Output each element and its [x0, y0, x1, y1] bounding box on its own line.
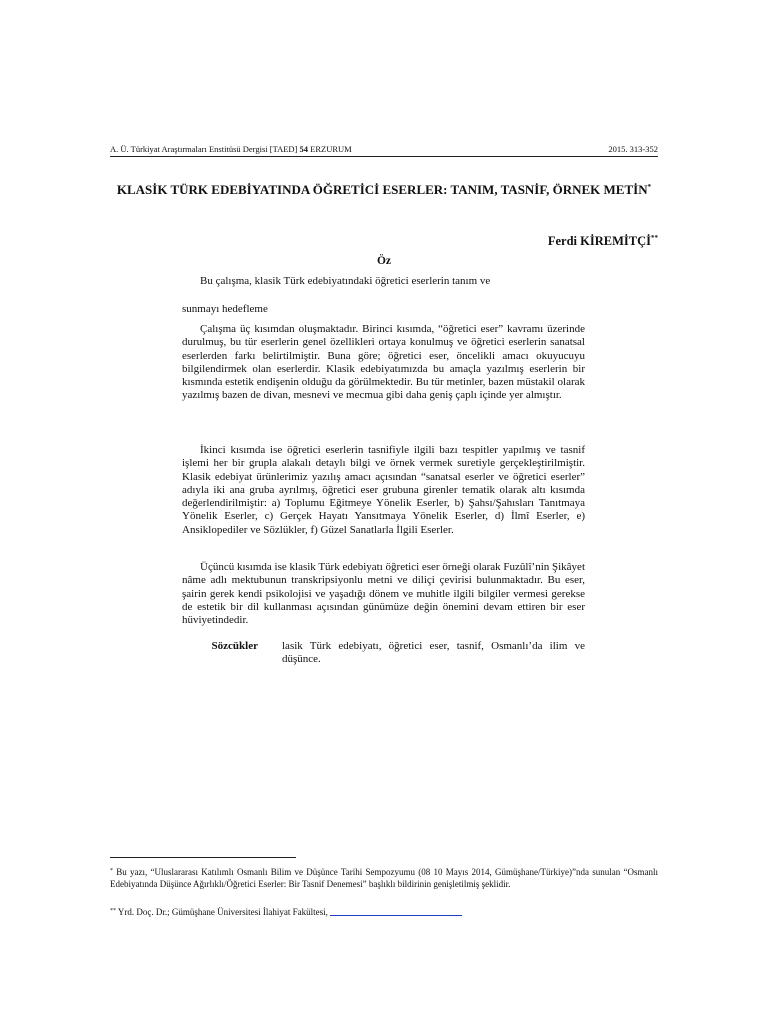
running-header [110, 144, 658, 157]
author-name: Ferdi KİREMİTÇİ [547, 234, 651, 248]
year-pages: 2015. 313-352 [608, 144, 658, 154]
abstract-paragraph-1-continued: sunmayı hedefleme [182, 303, 268, 315]
city: ERZURUM [310, 144, 352, 154]
footnote-divider [110, 857, 296, 858]
email-link[interactable] [330, 906, 462, 916]
abstract-paragraph-3: İkinci kısımda ise öğretici eserlerin tasnifiyle ilgili bazı tespitler yapılmış ve tasnif işlemi her bir grupla alakalı detaylı bilgi ve örnek vermek suretiyle gerçekleştirilmiştir. Klasik edebiyat ürünlerimiz yazılış amacı açısından “sanatsal eserler ve öğretici eserler” adıyla iki ana gruba ayrılmış, öğretici eser grubuna girenler tematik olarak altı kısımda değerlendirilmiştir: a) Toplumu Eğitmeye Yönelik Eserler, b) Şahsı/Şahısları Tanıtmaya Yönelik Eserler, c) Gerçek Hayatı Yansıtmaya Yönelik Eserler, d) İlmî Eserler, e) Ansiklopediler ve Sözlükler, f) Güzel Sanatlarla İlgili Eserler. [182, 444, 585, 536]
footnote-2-mark: ** [110, 908, 116, 914]
footnote-1 [110, 866, 658, 890]
issue-number: 54 [299, 144, 309, 154]
title-text: KLASİK TÜRK EDEBİYATINDA ÖĞRETİCİ ESERLER: TANIM, TASNİF, ÖRNEK METİN [116, 182, 648, 197]
journal-name: A. Ü. Türkiyat Araştırmaları Enstitüsü Dergisi [TAED] [110, 144, 298, 154]
footnote-1-text: Bu yazı, “Uluslararası Katılımlı Osmanlı Bilim ve Düşünce Tarihi Sempozyumu (08 10 Mayıs 2014, Gümüşhane/Türkiye)”nda sunulan “Osmanlı Edebiyatında Düşünce Ağırlıklı/Öğretici Eserler: Bir Tasnif Denemesi” başlıklı bildirinin genişletilmiş şeklidir. [110, 867, 659, 889]
abstract-paragraph-4: Üçüncü kısımda ise klasik Türk edebiyatı öğretici eser örneği olarak Fuzûlî’nin Şikâyet nâme adlı mektubunun transkripsiyonlu metni ve diliçi çevirisi bulunmaktadır. Bu eser, şairin gerek kendi psikolojisi ve yaşadığı dönem ve muhitle ilgili bilgiler vermesi gerekse de estetik bir dil kullanması açısından günümüze değin önemini devam ettiren bir eser hüviyetindedir. [182, 561, 585, 627]
title-footnote-mark: * [647, 183, 652, 191]
footnote-2-text: Yrd. Doç. Dr.; Gümüşhane Üniversitesi İlahiyat Fakültesi, [117, 907, 328, 917]
footnote-2 [110, 906, 658, 919]
abstract-paragraph-2: Çalışma üç kısımdan oluşmaktadır. Birinci kısımda, “öğretici eser” kavramı üzerinde durulmuş, bu tür eserlerin genel özellikleri ortaya konulmuş ve öğretici eserlerin sanatsal eserlerden farkı belirtilmiştir. Buna göre; öğretici eser, öncelikli amacı okuyucuyu bilgilendirmek olan eserlerdir. Klasik edebiyatımızda bu amaçla yazılmış eserlerin bir kısmında estetik endişenin olduğu da görülmektedir. Bu tür metinler, bazen müstakil olarak yazılmış bazen de divan, mesnevi ve mecmua gibi daha geniş çaplı içinde yer almıştır. [182, 323, 585, 402]
author-footnote-mark: ** [651, 234, 658, 242]
header-left [110, 144, 352, 155]
abstract-heading: Öz [376, 255, 392, 267]
article-title [110, 176, 658, 201]
keywords-text: lasik Türk edebiyatı, öğretici eser, tasnif, Osmanlı’da ilim ve düşünce. [282, 640, 585, 666]
keywords-label: Sözcükler [211, 640, 258, 652]
keywords [182, 640, 585, 667]
footnote-1-mark: * [110, 868, 113, 874]
author [110, 230, 658, 249]
abstract-paragraph-1: Bu çalışma, klasik Türk edebiyatındaki öğretici eserlerin tanım ve [200, 275, 491, 287]
